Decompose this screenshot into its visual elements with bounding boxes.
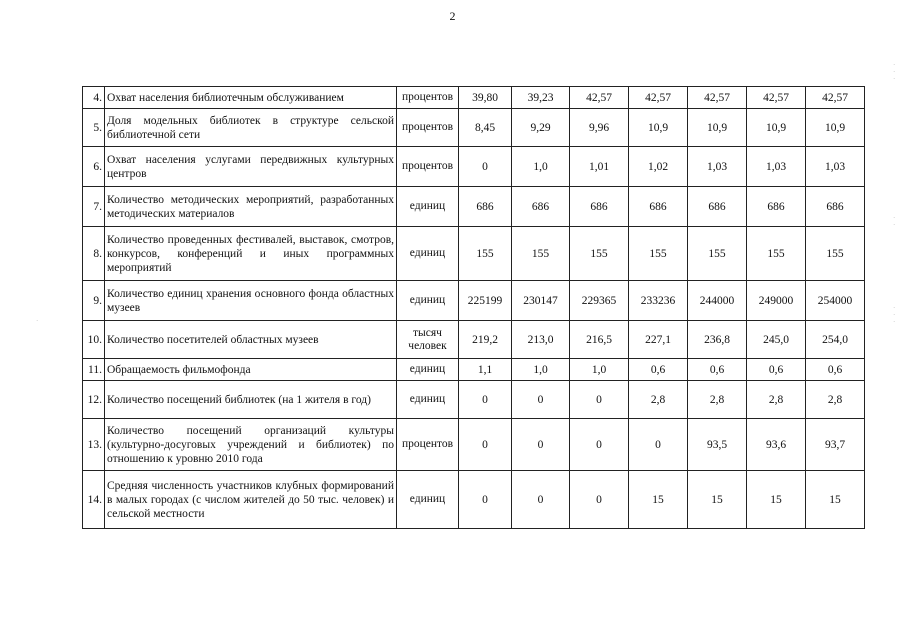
value-cell: 249000 xyxy=(747,281,806,321)
value-cell: 2,8 xyxy=(747,381,806,419)
value-cell: 0 xyxy=(512,471,570,529)
indicator-name: Доля модельных библиотек в структуре сельской библиотечной сети xyxy=(105,109,397,147)
value-cell: 155 xyxy=(459,227,512,281)
table-row xyxy=(83,109,865,147)
table-row xyxy=(83,187,865,227)
value-cell: 686 xyxy=(629,187,688,227)
row-number: 8. xyxy=(83,227,105,281)
value-cell: 155 xyxy=(806,227,865,281)
unit-label: процентов xyxy=(401,160,454,172)
value-cell: 0 xyxy=(459,147,512,187)
value-cell: 10,9 xyxy=(806,109,865,147)
value-cell: 2,8 xyxy=(629,381,688,419)
value-cell: 15 xyxy=(688,471,747,529)
value-cell: 0 xyxy=(512,381,570,419)
unit-cell xyxy=(397,321,459,359)
unit-cell xyxy=(397,359,459,381)
value-cell: 244000 xyxy=(688,281,747,321)
unit-label: процентов xyxy=(401,91,454,103)
value-cell: 155 xyxy=(570,227,629,281)
row-number: 12. xyxy=(83,381,105,419)
value-cell: 155 xyxy=(629,227,688,281)
indicators-table xyxy=(82,86,865,529)
table-row xyxy=(83,381,865,419)
indicator-name: Средняя численность участников клубных формирований в малых городах (с числом жителей до 50 тыс. человек) и сельской местности xyxy=(105,471,397,529)
unit-cell xyxy=(397,281,459,321)
unit-cell xyxy=(397,471,459,529)
value-cell: 229365 xyxy=(570,281,629,321)
table-row xyxy=(83,471,865,529)
value-cell: 0 xyxy=(570,381,629,419)
value-cell: 10,9 xyxy=(688,109,747,147)
indicator-name: Количество посещений организаций культуры (культурно-досуговых учреждений и библиотек) по отношению к уровню 2010 года xyxy=(105,419,397,471)
unit-cell xyxy=(397,147,459,187)
value-cell: 42,57 xyxy=(570,87,629,109)
value-cell: 8,45 xyxy=(459,109,512,147)
value-cell: 1,03 xyxy=(747,147,806,187)
value-cell: 230147 xyxy=(512,281,570,321)
indicator-name: Количество посещений библиотек (на 1 жителя в год) xyxy=(105,381,397,419)
value-cell: 225199 xyxy=(459,281,512,321)
unit-label: тысяч xyxy=(413,326,442,339)
indicator-name: Обращаемость фильмофонда xyxy=(105,359,397,381)
value-cell: 0 xyxy=(512,419,570,471)
indicator-name: Количество проведенных фестивалей, выставок, смотров, конкурсов, конференций и иных программных мероприятий xyxy=(105,227,397,281)
row-number: 7. xyxy=(83,187,105,227)
value-cell: 10,9 xyxy=(747,109,806,147)
value-cell: 1,03 xyxy=(806,147,865,187)
value-cell: 42,57 xyxy=(806,87,865,109)
table-row xyxy=(83,227,865,281)
row-number: 5. xyxy=(83,109,105,147)
value-cell: 0,6 xyxy=(688,359,747,381)
value-cell: 686 xyxy=(512,187,570,227)
value-cell: 42,57 xyxy=(629,87,688,109)
indicator-name: Охват населения библиотечным обслуживанием xyxy=(105,87,397,109)
value-cell: 0 xyxy=(459,419,512,471)
value-cell: 15 xyxy=(806,471,865,529)
value-cell: 236,8 xyxy=(688,321,747,359)
row-number: 13. xyxy=(83,419,105,471)
value-cell: 0,6 xyxy=(629,359,688,381)
value-cell: 93,5 xyxy=(688,419,747,471)
table-body xyxy=(83,87,865,529)
value-cell: 1,02 xyxy=(629,147,688,187)
row-number: 4. xyxy=(83,87,105,109)
unit-label: единиц xyxy=(409,294,446,306)
unit-cell xyxy=(397,109,459,147)
unit-label: единиц xyxy=(409,247,446,259)
value-cell: 0 xyxy=(459,471,512,529)
scan-mark: · · · xyxy=(893,61,896,83)
unit-label: единиц xyxy=(409,200,446,212)
table-row xyxy=(83,359,865,381)
unit-label: человек xyxy=(408,339,447,352)
value-cell: 227,1 xyxy=(629,321,688,359)
unit-cell xyxy=(397,419,459,471)
value-cell: 2,8 xyxy=(806,381,865,419)
unit-cell xyxy=(397,87,459,109)
value-cell: 155 xyxy=(747,227,806,281)
value-cell: 686 xyxy=(459,187,512,227)
row-number: 6. xyxy=(83,147,105,187)
value-cell: 0 xyxy=(629,419,688,471)
value-cell: 93,7 xyxy=(806,419,865,471)
value-cell: 0,6 xyxy=(806,359,865,381)
value-cell: 1,0 xyxy=(512,359,570,381)
table-row xyxy=(83,87,865,109)
value-cell: 254,0 xyxy=(806,321,865,359)
value-cell: 42,57 xyxy=(688,87,747,109)
unit-label: единиц xyxy=(409,493,446,505)
indicator-name: Количество единиц хранения основного фонда областных музеев xyxy=(105,281,397,321)
value-cell: 686 xyxy=(747,187,806,227)
value-cell: 0 xyxy=(459,381,512,419)
unit-cell xyxy=(397,381,459,419)
unit-label: процентов xyxy=(401,121,454,133)
value-cell: 1,01 xyxy=(570,147,629,187)
value-cell: 213,0 xyxy=(512,321,570,359)
value-cell: 42,57 xyxy=(747,87,806,109)
scan-mark: · xyxy=(36,317,39,325)
unit-cell xyxy=(397,187,459,227)
indicator-name: Количество посетителей областных музеев xyxy=(105,321,397,359)
row-number: 14. xyxy=(83,471,105,529)
value-cell: 254000 xyxy=(806,281,865,321)
value-cell: 219,2 xyxy=(459,321,512,359)
value-cell: 686 xyxy=(570,187,629,227)
row-number: 9. xyxy=(83,281,105,321)
row-number: 11. xyxy=(83,359,105,381)
value-cell: 15 xyxy=(747,471,806,529)
value-cell: 15 xyxy=(629,471,688,529)
value-cell: 39,80 xyxy=(459,87,512,109)
value-cell: 1,0 xyxy=(512,147,570,187)
scan-mark: · · · xyxy=(893,304,896,326)
table-row xyxy=(83,321,865,359)
value-cell: 0 xyxy=(570,471,629,529)
unit-label: единиц xyxy=(409,363,446,375)
table-row xyxy=(83,281,865,321)
value-cell: 39,23 xyxy=(512,87,570,109)
value-cell: 9,96 xyxy=(570,109,629,147)
unit-label: процентов xyxy=(401,438,454,450)
table-row xyxy=(83,147,865,187)
value-cell: 2,8 xyxy=(688,381,747,419)
value-cell: 155 xyxy=(512,227,570,281)
table-row xyxy=(83,419,865,471)
indicator-name: Количество методических мероприятий, разработанных методических материалов xyxy=(105,187,397,227)
value-cell: 1,03 xyxy=(688,147,747,187)
value-cell: 233236 xyxy=(629,281,688,321)
value-cell: 0 xyxy=(570,419,629,471)
row-number: 10. xyxy=(83,321,105,359)
value-cell: 686 xyxy=(806,187,865,227)
value-cell: 686 xyxy=(688,187,747,227)
value-cell: 93,6 xyxy=(747,419,806,471)
value-cell: 0,6 xyxy=(747,359,806,381)
value-cell: 9,29 xyxy=(512,109,570,147)
value-cell: 245,0 xyxy=(747,321,806,359)
unit-cell xyxy=(397,227,459,281)
value-cell: 155 xyxy=(688,227,747,281)
unit-label: единиц xyxy=(409,393,446,405)
page-number: 2 xyxy=(449,9,456,23)
indicator-name: Охват населения услугами передвижных культурных центров xyxy=(105,147,397,187)
value-cell: 10,9 xyxy=(629,109,688,147)
scan-mark: · · xyxy=(893,214,896,229)
value-cell: 1,1 xyxy=(459,359,512,381)
value-cell: 216,5 xyxy=(570,321,629,359)
value-cell: 1,0 xyxy=(570,359,629,381)
